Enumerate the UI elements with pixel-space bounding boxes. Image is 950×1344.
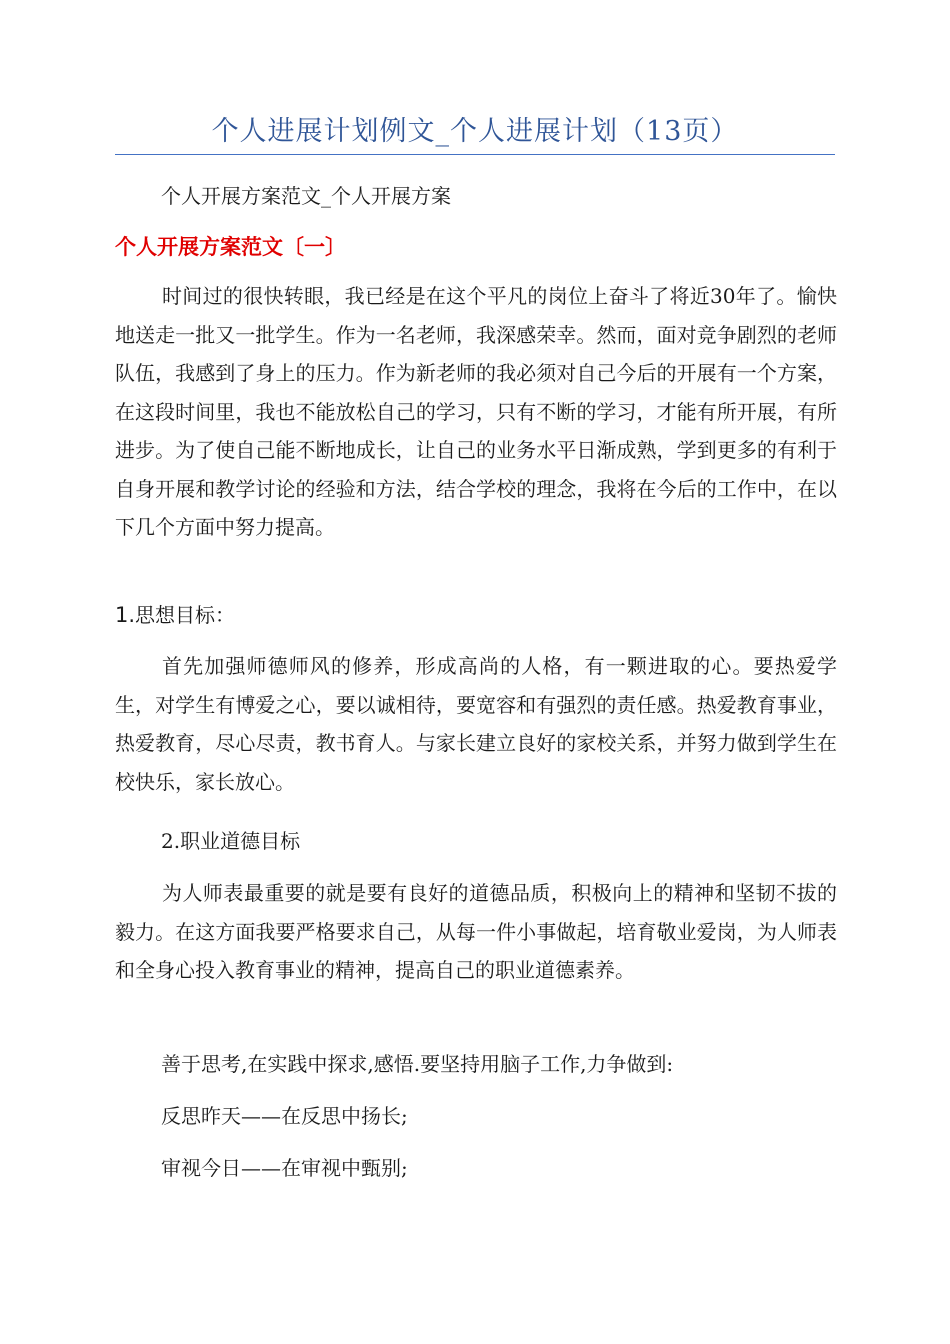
section-heading: 个人开展方案范文〔一〕: [115, 235, 346, 259]
intro-paragraph: 时间过的很快转眼，我已经是在这个平凡的岗位上奋斗了将近30年了。愉快地送走一批又一批学生。作为一名老师，我深感荣幸。然而，面对竞争剧烈的老师队伍，我感到了身上的压力。作为新老师的我必须对自己今后的开展有一个方案，在这段时间里，我也不能放松自己的学习，只有不断的学习，才能有所开展，有所进步。为了使自己能不断地成长，让自己的业务水平日渐成熟，学到更多的有利于自身开展和教学讨论的经验和方法，结合学校的理念，我将在今后的工作中，在以下几个方面中努力提高。: [115, 284, 837, 539]
goal2-heading: 2.职业道德目标: [161, 829, 301, 853]
reflect-line: 反思昨天——在反思中扬长;: [161, 1104, 408, 1128]
goal1-label: 思想目标：: [135, 603, 236, 627]
document-title: 个人进展计划例文_个人进展计划（13页）: [211, 116, 739, 147]
examine-line: 审视今日——在审视中甄别;: [161, 1156, 408, 1180]
goal1-number: 1.: [115, 603, 136, 627]
title-underline: [115, 154, 835, 155]
goal1-paragraph: 首先加强师德师风的修养，形成高尚的人格，有一颗进取的心。要热爱学生，对学生有博爱之心，要以诚相待，要宽容和有强烈的责任感。热爱教育事业，热爱教育，尽心尽责，教书育人。与家长建立良好的家校关系，并努力做到学生在校快乐，家长放心。: [115, 654, 837, 794]
goal1-heading: [115, 600, 235, 630]
document-subtitle: 个人开展方案范文_个人开展方案: [161, 184, 451, 208]
goal2-paragraph: 为人师表最重要的就是要有良好的道德品质，积极向上的精神和坚韧不拔的毅力。在这方面我要严格要求自己，从每一件小事做起，培育敬业爱岗，为人师表和全身心投入教育事业的精神，提高自己的职业道德素养。: [115, 881, 837, 982]
thinking-line: 善于思考,在实践中探求,感悟.要坚持用脑子工作,力争做到:: [161, 1052, 674, 1076]
